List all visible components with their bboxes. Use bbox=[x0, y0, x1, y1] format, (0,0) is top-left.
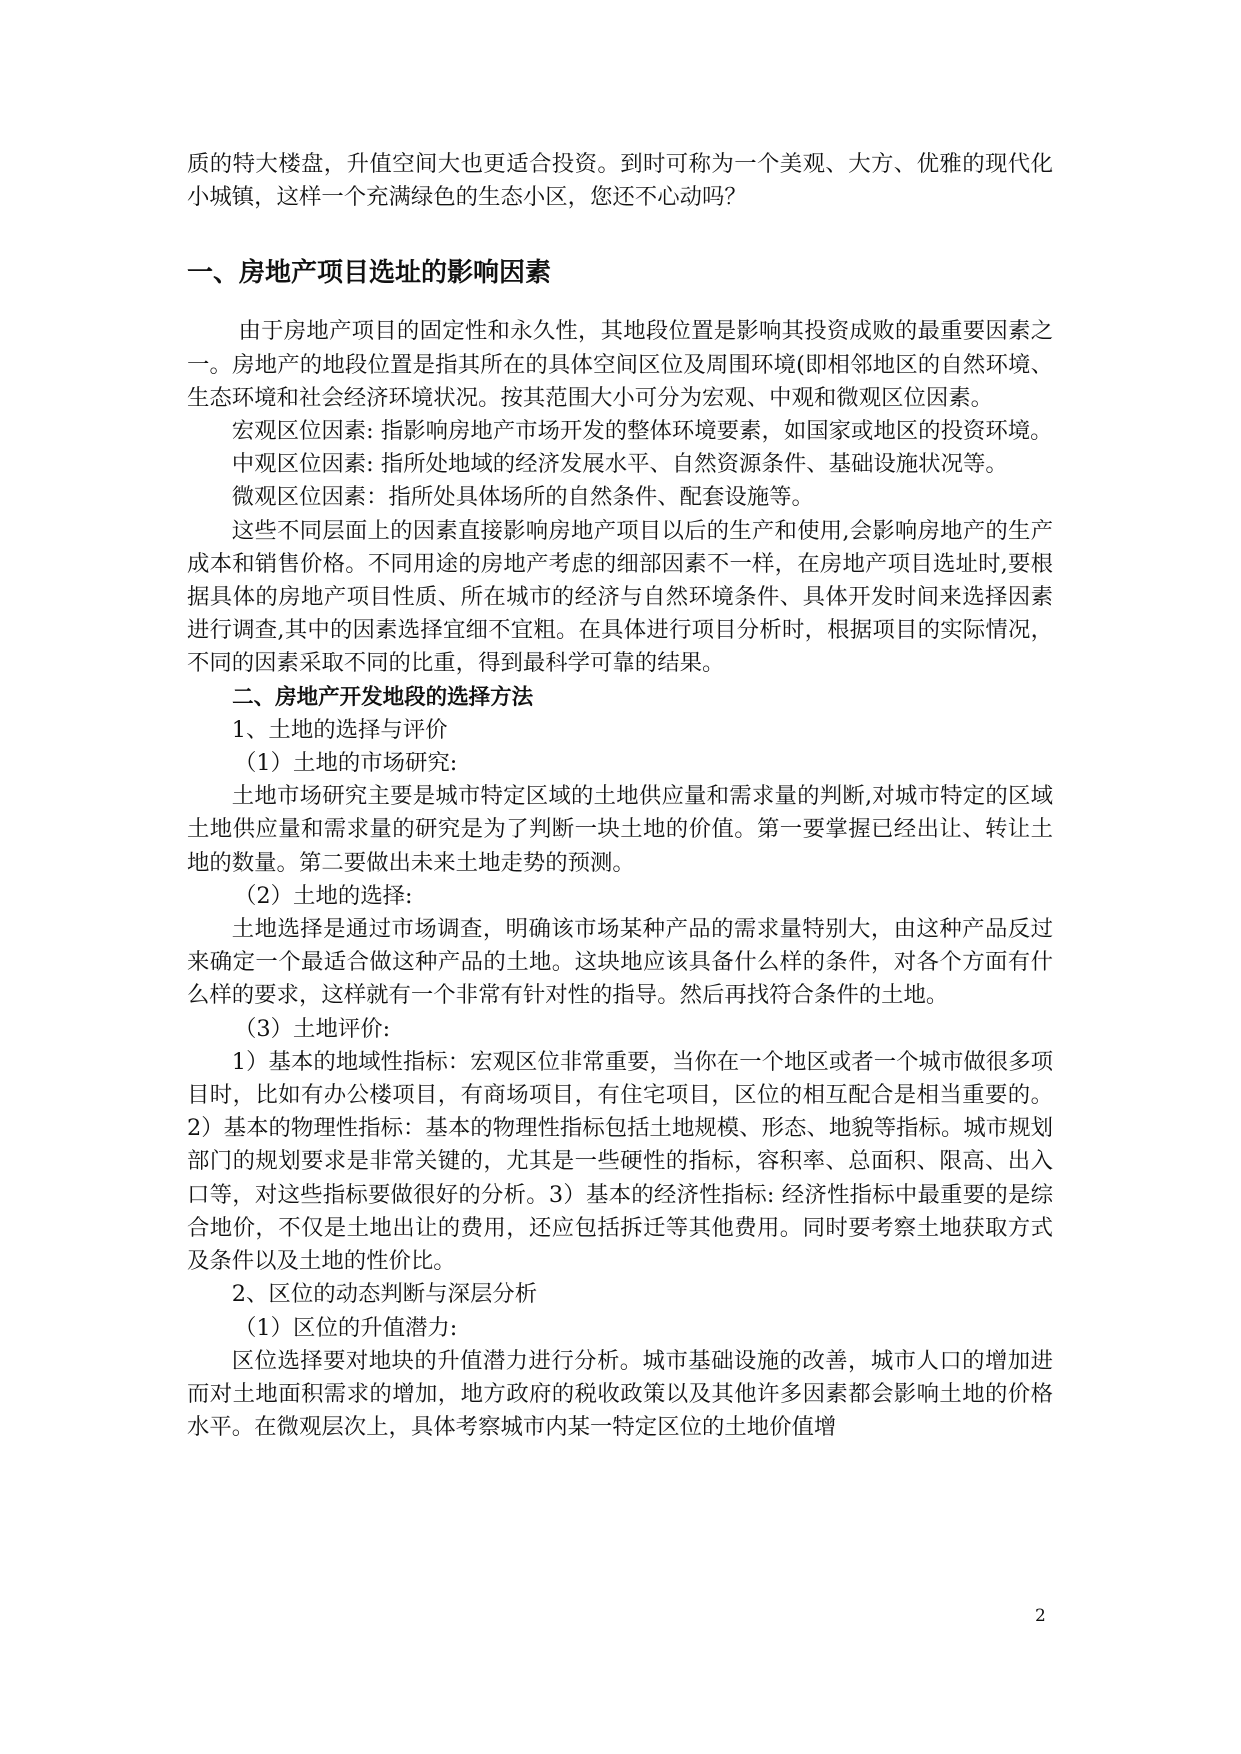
subsection-2-heading: 2、区位的动态判断与深层分析 bbox=[231, 1281, 538, 1308]
section-1-paragraph-micro: 微观区位因素：指所处具体场所的自然条件、配套设施等。 bbox=[231, 484, 814, 511]
subsection-2-1-heading: （1）区位的升值潜力: bbox=[234, 1314, 458, 1341]
land-market-research-paragraph: 土地市场研究主要是城市特定区域的土地供应量和需求量的判断,对城市特定的区域土地供应量和需求量的研究是为了判断一块土地的价值。第一要掌握已经出让、转让土地的数量。第二要做出未来土地走势的预测。 bbox=[187, 783, 1053, 876]
appreciation-potential-paragraph: 区位选择要对地块的升值潜力进行分析。城市基础设施的改善，城市人口的增加进而对土地面积需求的增加，地方政府的税收政策以及其他许多因素都会影响土地的价格水平。在微观层次上，具体考察城市内某一特定区位的土地价值增 bbox=[187, 1347, 1053, 1441]
subsection-1-1-heading: （1）土地的市场研究: bbox=[234, 750, 458, 777]
section-1-paragraph-1: 由于房地产项目的固定性和永久性，其地段位置是影响其投资成败的最重要因素之一。房地产的地段位置是指其所在的具体空间区位及周围环境(即相邻地区的自然环境、生态环境和社会经济环境状况。按其范围大小可分为宏观、中观和微观区位因素。 bbox=[187, 318, 1053, 411]
land-evaluation-paragraph: 1）基本的地域性指标：宏观区位非常重要，当你在一个地区或者一个城市做很多项目时，比如有办公楼项目，有商场项目，有住宅项目，区位的相互配合是相当重要的。2）基本的物理性指标：基本的物理性指标包括土地规模、形态、地貌等指标。城市规划部门的规划要求是非常关键的，尤其是一些硬性的指标，容积率、总面积、限高、出入口等，对这些指标要做很好的分析。3）基本的经济性指标: 经济性指标中最重要的是综合地价，不仅是土地出让的费用，还应包括拆迁等其他费用。同时要考察土地获取方式及条件以及土地的性价比。 bbox=[187, 1048, 1053, 1275]
subsection-1-heading: 1、土地的选择与评价 bbox=[231, 716, 448, 743]
subsection-1-2-heading: （2）土地的选择: bbox=[234, 882, 413, 909]
section-1-heading: 一、房地产项目选址的影响因素 bbox=[187, 258, 552, 289]
section-2-heading: 二、房地产开发地段的选择方法 bbox=[232, 684, 534, 710]
section-1-paragraph-meso: 中观区位因素: 指所处地域的经济发展水平、自然资源条件、基础设施状况等。 bbox=[231, 451, 1008, 478]
page-number: 2 bbox=[1035, 1606, 1046, 1626]
page-content bbox=[187, 148, 1053, 1444]
section-1-paragraph-summary: 这些不同层面上的因素直接影响房地产项目以后的生产和使用,会影响房地产的生产成本和销售价格。不同用途的房地产考虑的细部因素不一样，在房地产项目选址时,要根据具体的房地产项目性质、所在城市的经济与自然环境条件、具体开发时间来选择因素进行调查,其中的因素选择宜细不宜粗。在具体进行项目分析时，根据项目的实际情况，不同的因素采取不同的比重，得到最科学可靠的结果。 bbox=[187, 517, 1053, 677]
subsection-1-3-heading: （3）土地评价: bbox=[234, 1015, 391, 1042]
section-1-paragraph-macro: 宏观区位因素: 指影响房地产市场开发的整体环境要素，如国家或地区的投资环境。 bbox=[231, 418, 1053, 445]
intro-paragraph: 质的特大楼盘，升值空间大也更适合投资。到时可称为一个美观、大方、优雅的现代化小城镇，这样一个充满绿色的生态小区，您还不心动吗？ bbox=[187, 151, 1053, 211]
land-selection-paragraph: 土地选择是通过市场调查，明确该市场某种产品的需求量特别大，由这种产品反过来确定一个最适合做这种产品的土地。这块地应该具备什么样的条件，对各个方面有什么样的要求，这样就有一个非常有针对性的指导。然后再找符合条件的土地。 bbox=[187, 916, 1053, 1009]
